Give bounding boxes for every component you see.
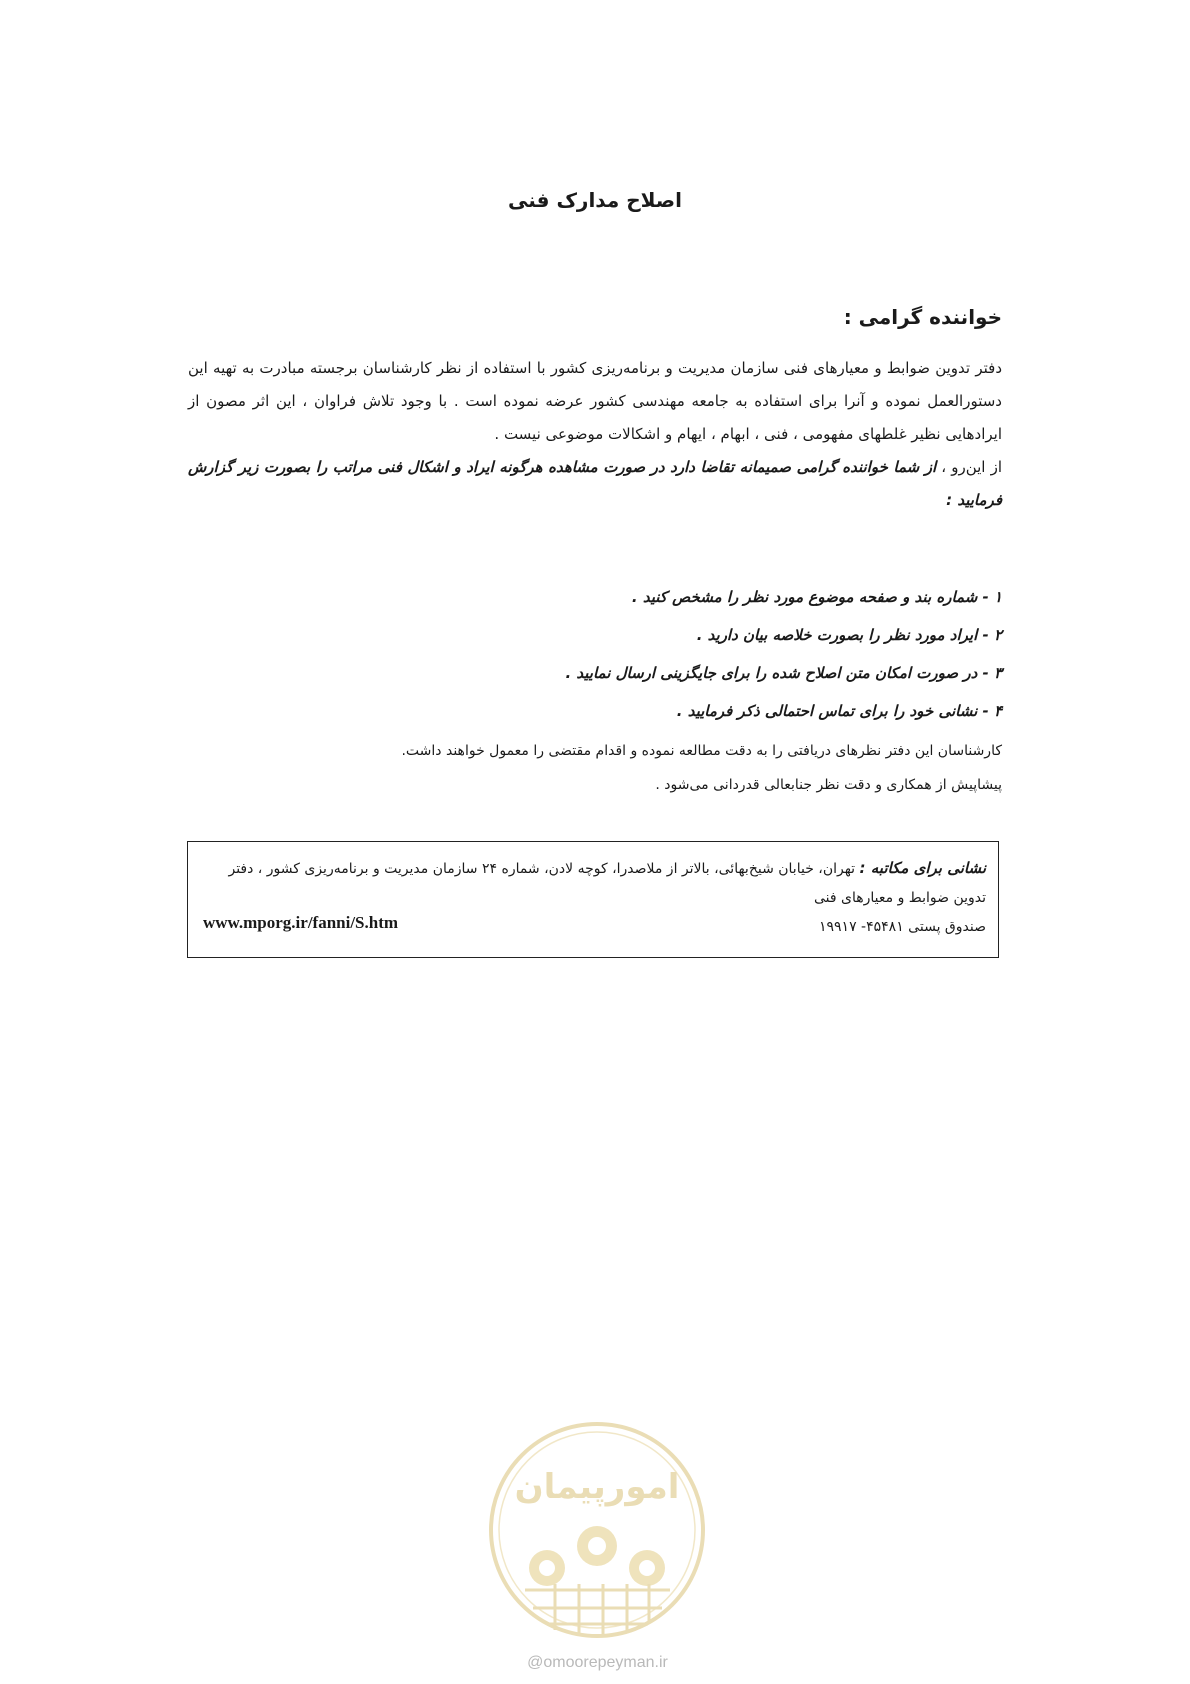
- list-item: ۳ - در صورت امکان متن اصلاح شده را برای جایگزینی ارسال نمایید .: [565, 664, 1002, 682]
- closing-line: پیشاپیش از همکاری و دقت نظر جنابعالی قدردانی می‌شود .: [655, 777, 1002, 793]
- intro-lead: از این‌رو ،: [941, 458, 1002, 476]
- closing-line: کارشناسان این دفتر نظرهای دریافتی را به دقت مطالعه نموده و اقدام مقتضی را معمول خواهند داشت.: [401, 743, 1002, 759]
- watermark-logo-text: امورپیمان: [514, 1467, 680, 1507]
- salutation: خواننده گرامی :: [843, 305, 1002, 329]
- watermark-logo: [485, 1418, 710, 1643]
- contact-address: تهران، خیابان شیخ‌بهائی، بالاتر از ملاصدرا، کوچه لادن، شماره ۲۴ سازمان مدیریت و برنامه‌ریزی کشور ، دفتر تدوین ضوابط و معیارهای فنی: [228, 861, 986, 906]
- closing-text: [188, 734, 1002, 802]
- intro-request: از شما خواننده گرامی صمیمانه تقاضا دارد در صورت مشاهده هرگونه ایراد و اشکال فنی مراتب را بصورت زیر گزارش فرمایید :: [188, 458, 1002, 509]
- contact-box: [187, 841, 999, 958]
- intro-paragraph: [188, 352, 1002, 517]
- list-item: ۱ - شماره بند و صفحه موضوع مورد نظر را مشخص کنید .: [631, 588, 1002, 606]
- page-title: اصلاح مدارک فنی: [508, 188, 682, 212]
- list-item: ۲ - ایراد مورد نظر را بصورت خلاصه بیان دارید .: [696, 626, 1002, 644]
- website-link[interactable]: www.mporg.ir/fanni/S.htm: [203, 913, 399, 932]
- po-box: صندوق پستی ۴۵۴۸۱- ۱۹۹۱۷: [819, 919, 986, 935]
- report-instructions-list: [188, 578, 1002, 730]
- list-item: ۴ - نشانی خود را برای تماس احتمالی ذکر فرمایید .: [676, 702, 1002, 720]
- contact-label: نشانی برای مکاتبه :: [859, 859, 986, 877]
- watermark-caption: @omoorepeyman.ir: [527, 1654, 668, 1671]
- intro-text: دفتر تدوین ضوابط و معیارهای فنی سازمان مدیریت و برنامه‌ریزی کشور با استفاده از نظر کارشناسان برجسته مبادرت به تهیه این دستورالعمل نموده و آنرا برای استفاده به جامعه مهندسی کشور عرضه نموده است . با وجود تلاش فراوان ، این اثر مصون از ایرادهایی نظیر غلطهای مفهومی ، فنی ، ابهام ، ایهام و اشکالات موضوعی نیست .: [188, 359, 1002, 443]
